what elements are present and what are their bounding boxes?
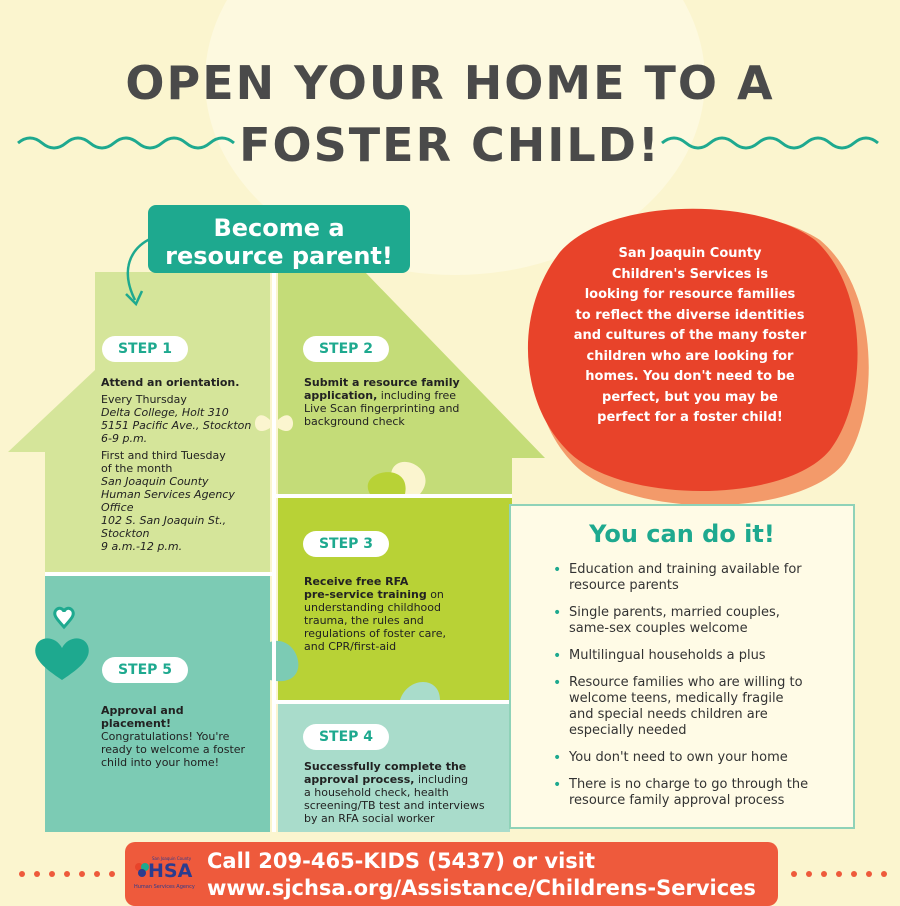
step1-session1-place2: 5151 Pacific Ave., Stockton (101, 419, 252, 432)
become-resource-parent-badge (148, 205, 410, 273)
list-item (531, 750, 831, 766)
step4-text (304, 760, 504, 825)
list-item-line: • Single parents, married couples, (569, 605, 780, 620)
callout-line: perfect, but you may be (602, 389, 778, 405)
left-wave (18, 138, 234, 148)
step1-session2-when1: First and third Tuesday (101, 449, 226, 462)
step1-session1-place1: Delta College, Holt 310 (101, 406, 229, 419)
step5-text4: ready to welcome a foster (101, 743, 246, 756)
step2-text4: background check (304, 415, 405, 428)
callout-line: to reflect the diverse identities (575, 307, 805, 323)
hsa-logo (134, 856, 202, 895)
cta-url-link[interactable]: www.sjchsa.org/Assistance/Childrens-Services (207, 876, 756, 900)
step3-bold1: Receive free RFA (304, 575, 409, 588)
you-can-do-it-list (531, 562, 831, 820)
list-item (531, 605, 831, 637)
call-to-action-banner (125, 842, 778, 906)
badge-line2: resource parent! (165, 242, 393, 270)
step1-label: STEP 1 (102, 336, 188, 362)
step1-session2-place3: 102 S. San Joaquin St., Stockton (101, 514, 227, 540)
step5-bold2: placement! (101, 717, 172, 730)
step4-text3: a household check, health (304, 786, 449, 799)
step1-session2-place1: San Joaquin County (101, 475, 209, 488)
page-title-line2: FOSTER CHILD! (239, 118, 661, 172)
callout-line: and cultures of the many foster (573, 328, 807, 343)
right-wave (662, 138, 878, 148)
step4-text5: by an RFA social worker (304, 812, 435, 825)
step5-text5: child into your home! (101, 756, 220, 769)
step4-label: STEP 4 (303, 724, 389, 750)
callout-line: looking for resource families (584, 287, 796, 302)
list-item (531, 777, 831, 809)
step1-heading: Attend an orientation. (101, 376, 240, 389)
step3-label: STEP 3 (303, 531, 389, 557)
callout-line: perfect for a foster child! (597, 410, 783, 425)
hsa-logo-text: HSA (148, 860, 193, 882)
badge-line1: Become a (213, 214, 345, 242)
callout-line: homes. You don't need to be (585, 369, 795, 384)
hsa-logo-county: San Joaquin County (152, 856, 192, 861)
list-item-line: • You don't need to own your home (569, 750, 788, 765)
step4-bold1: Successfully complete the (304, 760, 467, 773)
step4-text4: screening/TB test and interviews (304, 799, 485, 812)
step5-label: STEP 5 (102, 657, 188, 683)
step5-bold1: Approval and (101, 704, 184, 717)
step5-text (101, 704, 266, 769)
step2-label: STEP 2 (303, 336, 389, 362)
page-title-line1: OPEN YOUR HOME TO A (125, 56, 775, 110)
step3-text5: regulations of foster care, (304, 627, 446, 640)
callout-line: Children's Services is (611, 266, 769, 282)
list-item-line: resource family approval process (569, 793, 785, 808)
step5-text3: Congratulations! You're (101, 730, 230, 743)
step4-text2: including (414, 773, 469, 786)
step2-bold1: Submit a resource family (304, 376, 460, 389)
list-item (531, 562, 831, 594)
list-item-line: resource parents (569, 578, 679, 593)
step1-session2-when2: of the month (101, 462, 173, 475)
callout-line: children who are looking for (586, 348, 794, 364)
step3-text2: on (426, 588, 444, 601)
left-dots (19, 871, 115, 877)
hsa-logo-subtitle: Human Services Agency (134, 884, 195, 890)
list-item-line: • Education and training available for (569, 562, 802, 577)
list-item-line: • Multilingual households a plus (569, 648, 766, 663)
list-item-line: welcome teens, medically fragile (569, 691, 784, 706)
right-dots (791, 871, 887, 877)
step4-bold2: approval process, (304, 773, 415, 786)
you-can-do-it-box (509, 504, 855, 829)
step1-session2-place2: Human Services Agency Office (101, 488, 235, 514)
list-item-line: and special needs children are (569, 707, 768, 722)
step2-bold2: application, (304, 389, 378, 402)
list-item-line: • Resource families who are willing to (569, 675, 803, 690)
list-item-line: especially needed (569, 723, 687, 738)
step3-text4: trauma, the rules and (304, 614, 424, 627)
list-item (531, 675, 831, 739)
step1-text (101, 376, 266, 553)
step1-session1-when: Every Thursday (101, 393, 187, 406)
list-item-line: same-sex couples welcome (569, 621, 748, 636)
cta-phone-line: Call 209-465-KIDS (5437) or visit (207, 849, 596, 873)
callout-line: San Joaquin County (618, 246, 762, 261)
callout-text (565, 244, 815, 429)
step2-text (304, 376, 479, 428)
step2-text3: Live Scan fingerprinting and (304, 402, 460, 415)
step3-bold2: pre-service training (304, 588, 427, 601)
step1-session1-time: 6-9 p.m. (101, 432, 148, 445)
step3-text6: and CPR/first-aid (304, 640, 397, 653)
step1-session2-time: 9 a.m.-12 p.m. (101, 540, 183, 553)
step3-text3: understanding childhood (304, 601, 441, 614)
you-can-do-it-heading: You can do it! (589, 520, 775, 548)
list-item-line: • There is no charge to go through the (569, 777, 809, 792)
list-item (531, 648, 831, 664)
step3-text (304, 575, 479, 653)
step5-piece (45, 572, 298, 832)
step2-text2: including free (377, 389, 457, 402)
